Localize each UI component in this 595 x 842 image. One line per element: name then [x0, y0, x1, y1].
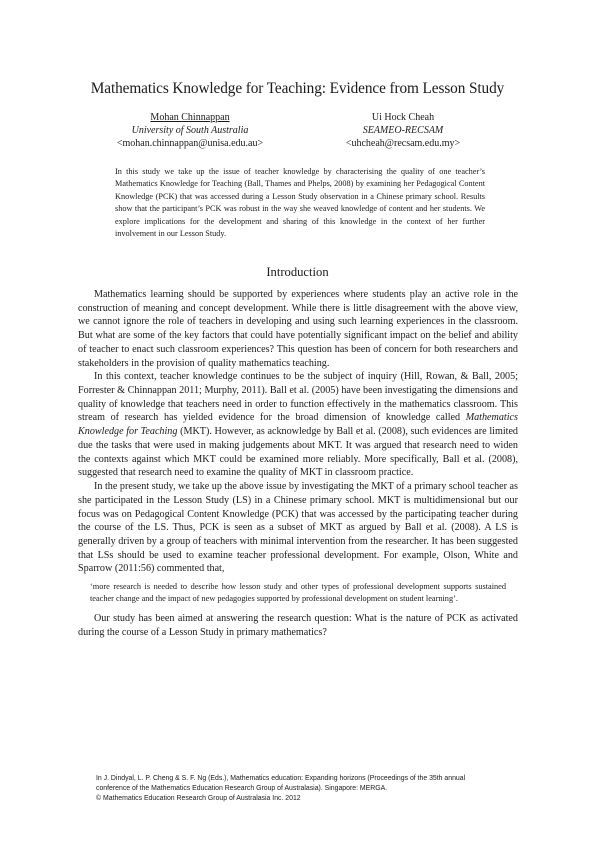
author-affiliation: University of South Australia: [131, 125, 249, 137]
author-block-2: [283, 111, 523, 151]
footer-citation-line-1: In J. Dindyal, L. P. Cheng & S. F. Ng (Eds.), Mathematics education: Expanding horizons (Proceedings of the 35th annual: [96, 775, 466, 782]
paragraph-2-text-b: (MKT). However, as acknowledge by Ball et al. (2008), such evidences are limited due the tasks that were used in making judgements about MKT. It was argued that research need to widen the contexts against which MKT could be examined more reliably. More specifically, Ball et al. (2008), suggested that research need to examine the quality of MKT in classroom practice.: [78, 426, 518, 479]
section-heading: Introduction: [266, 265, 329, 279]
footer-citation-line-2: conference of the Mathematics Education Research Group of Australasia). Singapore: MERGA.: [96, 785, 388, 792]
paragraph-4: Our study has been aimed at answering the research question: What is the nature of PCK as activated during the course of a Lesson Study in primary mathematics?: [78, 613, 518, 638]
paper-title: Mathematics Knowledge for Teaching: Evidence from Lesson Study: [90, 80, 505, 97]
block-quote: ‘more research is needed to describe how lesson study and other types of professional development supports sustained teacher change and the impact of new pedagogies supported by professional development on student learning’.: [90, 582, 506, 603]
author-email: <mohan.chinnappan@unisa.edu.au>: [116, 138, 264, 150]
abstract-text: In this study we take up the issue of teacher knowledge by characterising the quality of one teacher’s Mathematics Knowledge for Teaching (Ball, Thames and Phelps, 2008) by examining her Pedagogical Content Knowledge (PCK) that was accessed during a Lesson Study observation in a Chinese primary school. Results show that the participant’s PCK was robust in the way she weaved knowledge of content and her students. We explore implications for the development and sharing of this knowledge in the context of her further involvement in our Lesson Study.: [115, 167, 485, 239]
author-name: Ui Hock Cheah: [371, 112, 435, 123]
author-affiliation: SEAMEO-RECSAM: [362, 125, 444, 137]
author-name: Mohan Chinnappan: [150, 112, 230, 123]
paragraph-1: Mathematics learning should be supported by experiences where students play an active role in the construction of meaning and concept development. While there is little disagreement with the above view, we cannot ignore the role of teachers in developing and using such learning experiences in the classroom. But what are some of the key factors that could have potentially significant impact on the belief and ability of teacher to enact such classroom experiences? This question has been of concern for both researchers and stakeholders in the provision of quality mathematics teaching.: [78, 289, 518, 369]
paragraph-2-text-a: In this context, teacher knowledge continues to be the subject of inquiry (Hill, Rowan, & Ball, 2005; Forrester & Chinnappan 2011; Murphy, 2011). Ball et al. (2005) have been investigating the dimensions and quality of knowledge that teachers need in order to function effectively in the mathematics classroom. This stream of research has yielded evidence for the broad dimension of knowledge called: [78, 371, 518, 424]
body-text: [78, 288, 518, 640]
paragraph-2-emphasis: Mathematics Knowledge for Teaching: [78, 412, 518, 438]
author-block-1: [70, 111, 310, 151]
paragraph-2: [78, 370, 518, 480]
footer-copyright: © Mathematics Education Research Group of Australasia Inc. 2012: [96, 795, 301, 802]
page-footer: [96, 774, 516, 804]
abstract: [115, 166, 485, 240]
paragraph-3: In the present study, we take up the above issue by investigating the MKT of a primary school teacher as she participated in the Lesson Study (LS) in a Chinese primary school. MKT is multidimensional but our focus was on Pedagogical Content Knowledge (PCK) that was accessed by the participating teacher during the course of the LS. Thus, PCK is seen as a subset of MKT as argued by Ball et al. (2008). A LS is generally driven by a group of teachers with minimal intervention from the researcher. It has been suggested that LSs should be used to examine teacher professional development. For example, Olson, White and Sparrow (2011:56) commented that,: [78, 481, 518, 575]
author-email: <uhcheah@recsam.edu.my>: [345, 138, 461, 150]
